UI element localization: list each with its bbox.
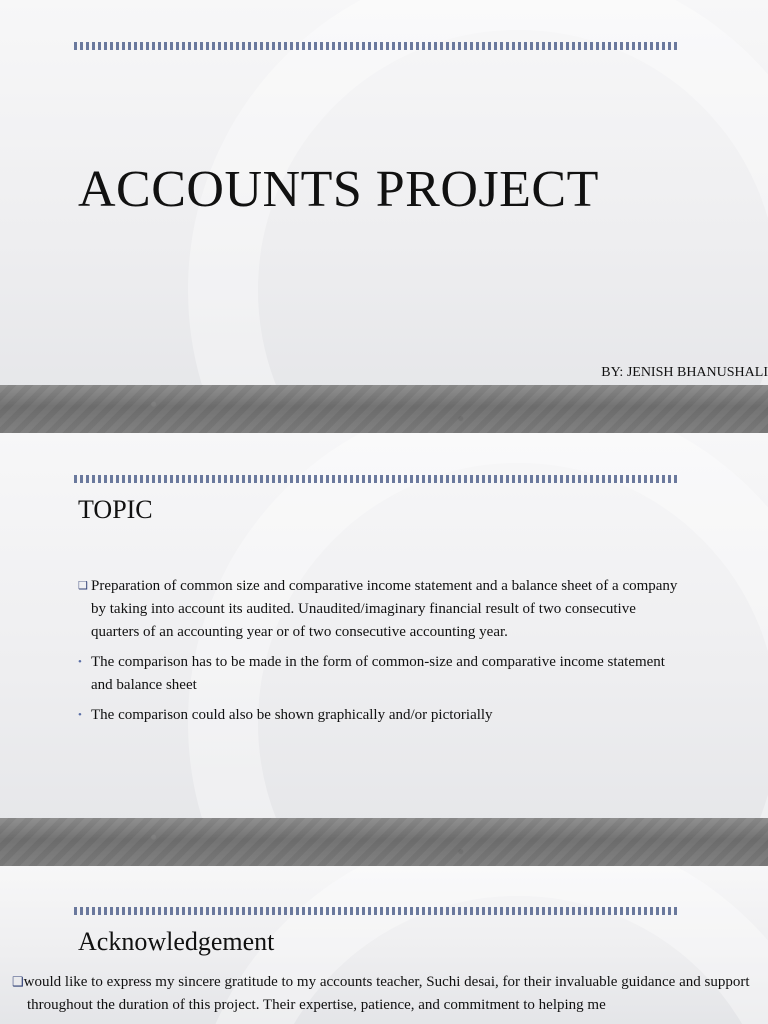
title-slide (0, 0, 768, 433)
bullet-text: The comparison could also be shown graphically and/or pictorially (91, 707, 493, 723)
list-item (78, 704, 678, 727)
bullet-text: Preparation of common size and comparative income statement and a balance sheet of a company by taking into account its audited. Unaudited/imaginary financial result of two consecutive quarters of an accounting year or of two consecutive accounting year. (91, 578, 678, 640)
list-item (78, 575, 678, 644)
decorative-stripe (74, 907, 677, 915)
author-byline: BY: JENISH BHANUSHALI (601, 365, 768, 380)
topic-heading: TOPIC (78, 495, 153, 524)
topic-slide (0, 433, 768, 866)
acknowledgement-heading: Acknowledgement (78, 927, 275, 956)
topic-bullet-list (78, 575, 678, 734)
acknowledgement-text: would like to express my sincere gratitude to my accounts teacher, Suchi desai, for their invaluable guidance and support throughout the duration of this project. Their expertise, patience, and commitment to helping me (23, 974, 750, 1013)
checkbox-bullet-icon: ❑ (12, 974, 24, 989)
concrete-band (0, 385, 768, 433)
dot-bullet-icon: • (78, 709, 82, 721)
decorative-stripe (74, 475, 677, 483)
decorative-stripe (74, 42, 677, 50)
acknowledgement-slide (0, 866, 768, 1024)
dot-bullet-icon: • (78, 656, 82, 668)
checkbox-bullet-icon: ❑ (78, 580, 88, 592)
concrete-band (0, 818, 768, 866)
list-item (78, 651, 678, 697)
acknowledgement-paragraph (12, 970, 768, 1017)
presentation-title: ACCOUNTS PROJECT (78, 161, 599, 218)
bullet-text: The comparison has to be made in the form of common-size and comparative income statement and balance sheet (91, 654, 665, 693)
